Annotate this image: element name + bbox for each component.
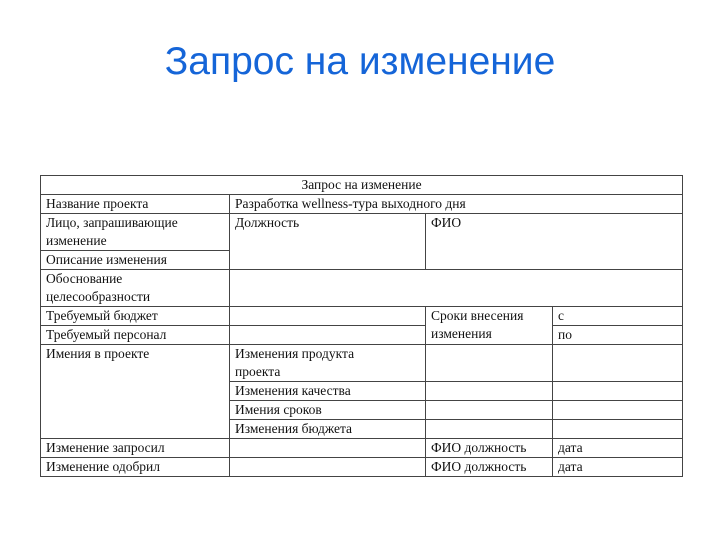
requested-by-value [230,439,426,458]
requester-label-line2: изменение [46,233,107,248]
change-product-line1: Изменения продукта [235,346,355,361]
requested-by-label: Изменение запросил [41,439,230,458]
project-changes-label: Имения в проекте [41,345,230,439]
approved-by-label: Изменение одобрил [41,458,230,477]
from-label: с [553,307,683,326]
deadlines-line1: Сроки внесения [431,308,524,323]
justification-line1: Обоснование [46,271,123,286]
change-request-form [40,175,683,477]
project-name-label: Название проекта [41,195,230,214]
change-deadlines-value [426,401,553,420]
requester-label-line1: Лицо, запрашивающие [46,215,178,230]
project-name-value: Разработка wellness-тура выходного дня [230,195,683,214]
approved-by-date: дата [553,458,683,477]
approved-by-fio: ФИО должность [426,458,553,477]
slide-title: Запрос на изменение [164,40,556,83]
change-quality: Изменения качества [230,382,426,401]
change-product-line2: проекта [235,364,281,379]
approved-by-value [230,458,426,477]
change-quality-value [426,382,553,401]
justification-value [230,270,683,307]
requester-label [41,214,230,251]
description-label: Описание изменения [41,251,230,270]
justification-label [41,270,230,307]
change-budget-extra [553,420,683,439]
fio-label: ФИО [426,214,683,251]
change-product [230,345,426,382]
description-value-extra [426,251,683,270]
deadlines-label [426,307,553,345]
description-value [230,251,426,270]
requested-by-date: дата [553,439,683,458]
budget-label: Требуемый бюджет [41,307,230,326]
form-header: Запрос на изменение [41,176,683,195]
change-deadlines-extra [553,401,683,420]
change-quality-extra [553,382,683,401]
change-product-extra [553,345,683,382]
justification-line2: целесообразности [46,289,151,304]
change-product-value [426,345,553,382]
change-deadlines: Имения сроков [230,401,426,420]
position-label: Должность [230,214,426,251]
budget-value [230,307,426,326]
to-label: по [553,326,683,345]
personnel-value [230,326,426,345]
deadlines-line2: изменения [431,326,492,341]
change-budget: Изменения бюджета [230,420,426,439]
personnel-label: Требуемый персонал [41,326,230,345]
requested-by-fio: ФИО должность [426,439,553,458]
change-budget-value [426,420,553,439]
